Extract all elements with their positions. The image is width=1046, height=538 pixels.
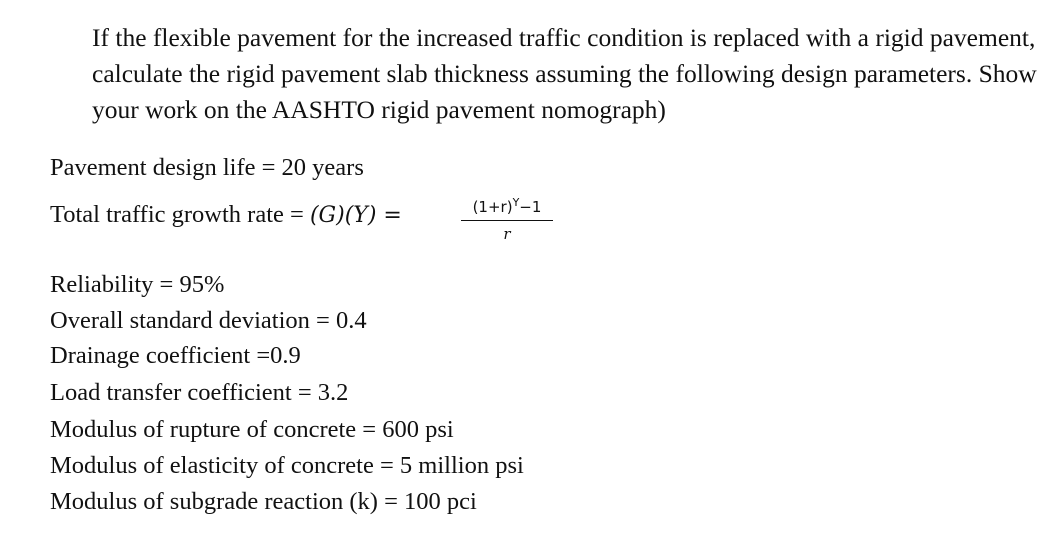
- traffic-growth-rate: [50, 201, 402, 229]
- modulus-of-rupture: Modulus of rupture of concrete = 600 psi: [50, 416, 454, 443]
- load-transfer-coefficient: Load transfer coefficient = 3.2: [50, 379, 349, 406]
- growth-formula-fraction: [459, 194, 555, 243]
- formula-numerator: [459, 194, 555, 216]
- reliability: Reliability = 95%: [50, 271, 225, 298]
- drainage-coefficient: Drainage coefficient =0.9: [50, 342, 301, 369]
- formula-numerator-tail: −1: [519, 198, 542, 216]
- growth-label: Total traffic growth rate =: [50, 201, 310, 228]
- modulus-of-elasticity: Modulus of elasticity of concrete = 5 million psi: [50, 452, 524, 479]
- problem-statement: If the flexible pavement for the increased traffic condition is replaced with a rigid pavement, calculate the rigid pavement slab thickness assuming the following design parameters. Show your work on the AASHTO rigid pavement nomograph): [92, 23, 1037, 124]
- growth-math: (G)(Y) =: [309, 203, 402, 228]
- design-life: Pavement design life = 20 years: [50, 154, 364, 181]
- formula-denominator: r: [503, 225, 511, 243]
- standard-deviation: Overall standard deviation = 0.4: [50, 307, 367, 334]
- fraction-bar: [461, 220, 553, 221]
- subgrade-reaction: Modulus of subgrade reaction (k) = 100 pci: [50, 488, 477, 515]
- formula-numerator-base: (1+r): [472, 198, 513, 216]
- formula-numerator-exp: Y: [512, 196, 520, 209]
